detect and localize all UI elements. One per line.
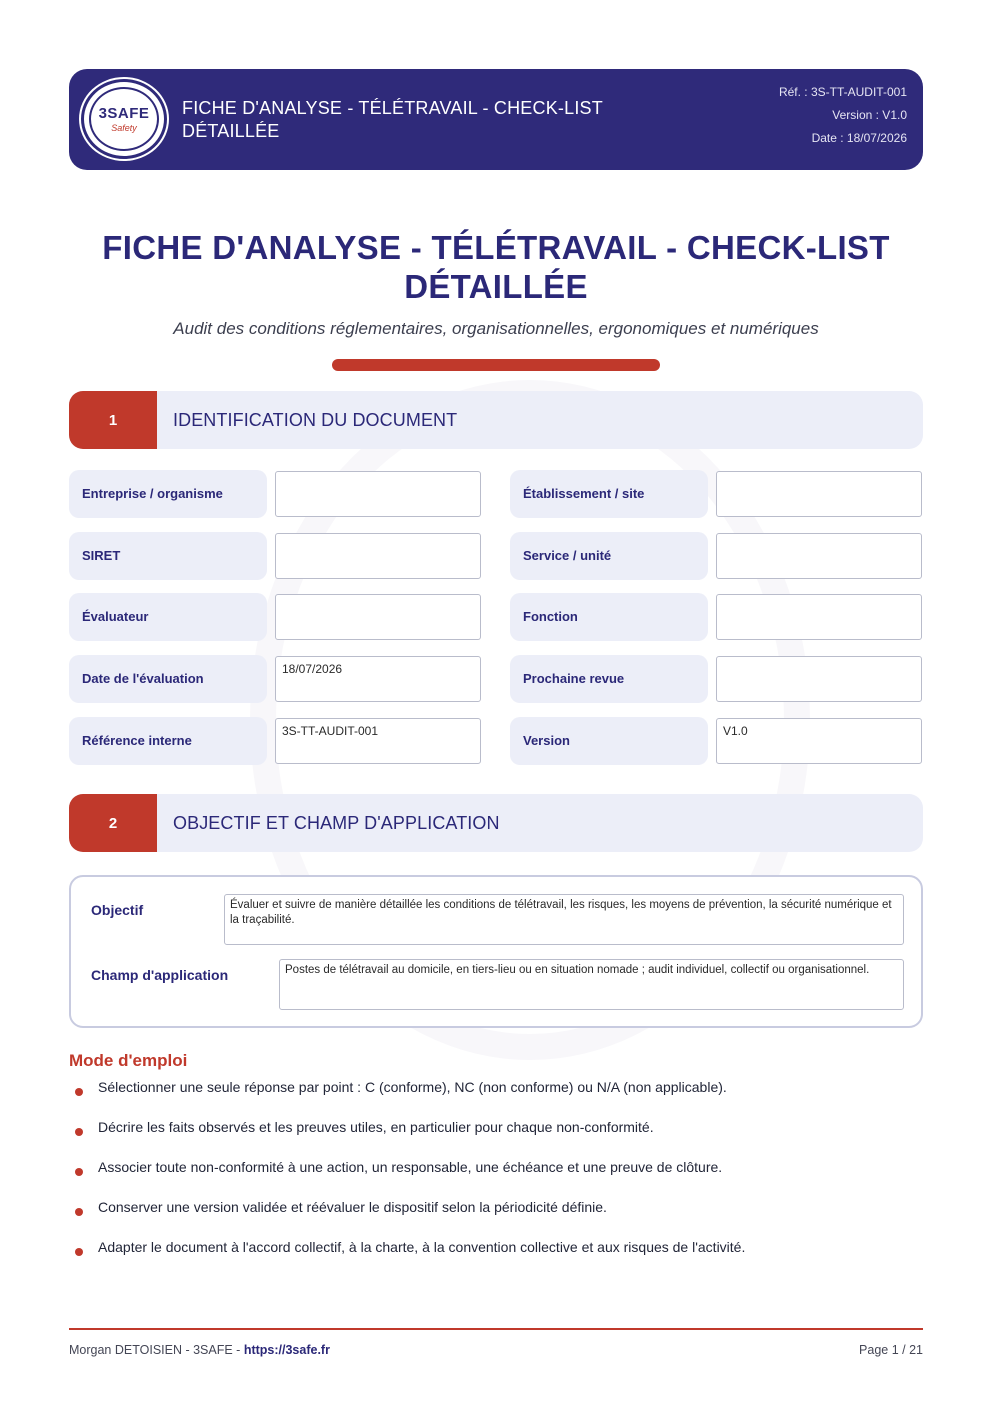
section-number: 2: [69, 794, 157, 852]
company-logo: [81, 79, 167, 159]
bullet-icon: [75, 1208, 83, 1216]
objectif-label: Objectif: [91, 902, 144, 918]
field-label-siret: SIRET: [69, 532, 267, 580]
field-label-service: Service / unité: [510, 532, 708, 580]
field-input-etablissement[interactable]: [716, 471, 922, 517]
instruction-text: Adapter le document à l'accord collectif, à la charte, à la convention collective et aux risques de l'activité.: [98, 1239, 746, 1255]
field-input-date-evaluation[interactable]: 18/07/2026: [275, 656, 481, 702]
header-version: Version : V1.0: [832, 108, 907, 122]
footer-divider: [69, 1328, 923, 1330]
field-input-siret[interactable]: [275, 533, 481, 579]
title-divider: [332, 359, 660, 371]
header-ref: Réf. : 3S-TT-AUDIT-001: [778, 85, 907, 99]
field-input-reference-interne[interactable]: 3S-TT-AUDIT-001: [275, 718, 481, 764]
instruction-item: [75, 1239, 915, 1261]
instruction-item: [75, 1159, 915, 1181]
bullet-icon: [75, 1088, 83, 1096]
footer-page-number: Page 1 / 21: [859, 1343, 923, 1357]
instruction-item: [75, 1199, 915, 1221]
footer-author-text: Morgan DETOISIEN - 3SAFE -: [69, 1343, 244, 1357]
header-meta: [779, 81, 907, 150]
instruction-item: [75, 1079, 915, 1101]
section-number: 1: [69, 391, 157, 449]
section-objectif-header: [69, 794, 923, 852]
instruction-text: Associer toute non-conformité à une action, un responsable, une échéance et une preuve de clôture.: [98, 1159, 723, 1175]
mode-emploi-title: Mode d'emploi: [69, 1051, 188, 1070]
page-title: FICHE D'ANALYSE - TÉLÉTRAVAIL - CHECK-LIST DÉTAILLÉE: [102, 229, 890, 305]
champ-application-field[interactable]: Postes de télétravail au domicile, en tiers-lieu ou en situation nomade ; audit individuel, collectif ou organisationnel.: [279, 959, 904, 1010]
field-input-entreprise[interactable]: [275, 471, 481, 517]
champ-application-label: Champ d'application: [91, 967, 229, 983]
field-label-version: Version: [510, 717, 708, 765]
field-label-prochaine-revue: Prochaine revue: [510, 655, 708, 703]
header-banner: [69, 69, 923, 170]
field-label-reference-interne: Référence interne: [69, 717, 267, 765]
logo-subtext: Safety: [111, 123, 137, 133]
field-input-prochaine-revue[interactable]: [716, 656, 922, 702]
section-title: IDENTIFICATION DU DOCUMENT: [173, 410, 458, 430]
field-input-version[interactable]: V1.0: [716, 718, 922, 764]
field-label-entreprise: Entreprise / organisme: [69, 470, 267, 518]
header-date: Date : 18/07/2026: [811, 131, 907, 145]
bullet-icon: [75, 1248, 83, 1256]
section-identification-header: [69, 391, 923, 449]
footer-website-link[interactable]: https://3safe.fr: [243, 1343, 330, 1357]
instruction-item: [75, 1119, 915, 1141]
instruction-text: Sélectionner une seule réponse par point : C (conforme), NC (non conforme) ou N/A (non applicable).: [98, 1079, 727, 1095]
header-title: FICHE D'ANALYSE - TÉLÉTRAVAIL - CHECK-LIST DÉTAILLÉE: [182, 98, 603, 141]
section-title: OBJECTIF ET CHAMP D'APPLICATION: [173, 813, 500, 833]
footer-author: [69, 1343, 330, 1357]
field-label-evaluateur: Évaluateur: [69, 593, 267, 641]
objectif-field[interactable]: Évaluer et suivre de manière détaillée les conditions de télétravail, les risques, les moyens de prévention, la sécurité numérique et la traçabilité.: [224, 894, 904, 945]
field-input-service[interactable]: [716, 533, 922, 579]
field-input-evaluateur[interactable]: [275, 594, 481, 640]
page-subtitle: Audit des conditions réglementaires, organisationnelles, ergonomiques et numériques: [173, 319, 819, 338]
field-label-etablissement: Établissement / site: [510, 470, 708, 518]
field-input-fonction[interactable]: [716, 594, 922, 640]
objective-panel: [69, 875, 923, 1028]
bullet-icon: [75, 1168, 83, 1176]
field-label-date-evaluation: Date de l'évaluation: [69, 655, 267, 703]
instruction-text: Décrire les faits observés et les preuves utiles, en particulier pour chaque non-conformité.: [98, 1119, 654, 1135]
field-label-fonction: Fonction: [510, 593, 708, 641]
bullet-icon: [75, 1128, 83, 1136]
instruction-text: Conserver une version validée et réévaluer le dispositif selon la périodicité définie.: [98, 1199, 607, 1215]
logo-text: 3SAFE: [98, 105, 150, 122]
